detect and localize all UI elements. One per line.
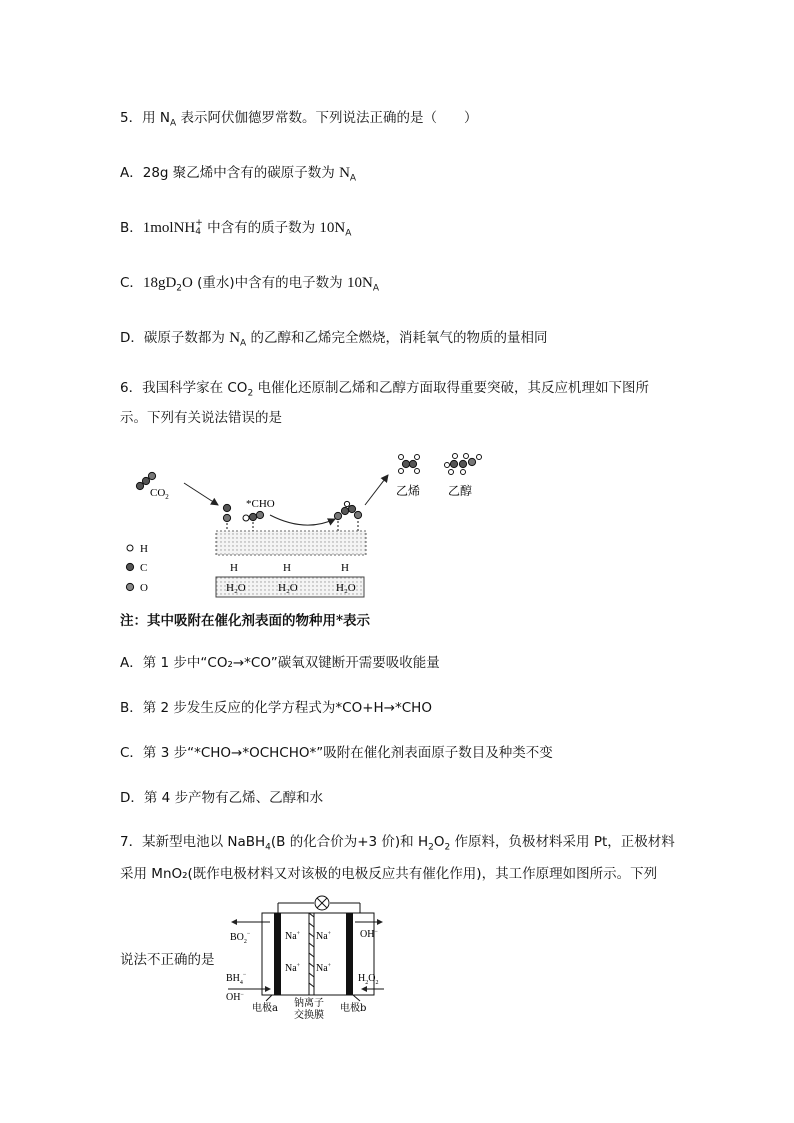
co-adsorbed-icon [223,504,230,531]
ethanol-molecule-icon [445,454,482,475]
svg-text:OH−: OH− [360,929,378,940]
q6-mechanism-diagram [120,445,500,605]
svg-text:交换膜: 交换膜 [294,1010,324,1021]
q6-option-a: A．第 1 步中“CO₂→*CO”碳氧双键断开需要吸收能量 [120,655,440,671]
q6-option-c: C．第 3 步“*CHO→*OCHCHO*”吸附在催化剂表面原子数目及种类不变 [120,745,553,761]
svg-text:BO2−: $BO_2^-$ [230,931,251,945]
svg-text:Na+: Na+ [285,963,301,974]
q6-stem-line1: 6．我国科学家在 $CO_2$ 电催化还原制乙烯和乙醇方面取得重要突破，其反应机理如下图所 [120,380,649,399]
q6-option-d: D．第 4 步产物有乙烯、乙醇和水 [120,790,324,806]
svg-text:电极b: 电极b [340,1003,367,1014]
svg-text:O: O [140,582,148,594]
ethylene-molecule-icon [399,455,420,474]
svg-text:钠离子: 钠离子 [294,998,324,1009]
electrode-a [274,913,281,995]
cho-label: *CHO [246,498,275,510]
svg-text:H₂O: H₂O [226,582,246,594]
legend [126,543,148,594]
q7-stem-line1: 7．某新型电池以 NaBH$_4$(B 的化合价为+3 价)和 $H_2O_2$ 作原料，负极材料采用 Pt，正极材料 [120,834,675,853]
svg-text:H₂O: H₂O [336,582,356,594]
q5-option-b: B．1molNH + 4 中含有的质子数为 $10N_A$ [120,218,352,239]
svg-text:C: C [140,562,148,574]
ochcho-adsorbed-icon [334,501,361,531]
q5-option-a: A．28g 聚乙烯中含有的碳原子数为 $N_A$ [120,165,357,184]
svg-text:H₂O: H₂O [278,582,298,594]
svg-text:H: H [230,562,238,574]
q5-option-c: C．$18gD_2O$ (重水)中含有的电子数为 $10N_A$ [120,275,379,294]
ethylene-label: 乙烯 [396,484,421,498]
q7-stem-line3: 说法不正确的是 [120,952,215,968]
arrow-step3 [270,515,335,525]
q5-stem: 5．用 $N_A$ 表示阿伏伽德罗常数。下列说法正确的是（ ） [120,110,478,129]
q7-cell-diagram [222,893,392,1023]
svg-text:H: H [341,562,349,574]
ion-exchange-membrane [309,913,314,995]
q7-stem-line2: 采用 MnO₂(既作电极材料又对该极的电极反应共有催化作用)，其工作原理如图所示。下列 [120,866,658,882]
svg-text:Na+: Na+ [316,931,332,942]
cho-adsorbed-icon [243,511,264,531]
co2-label: $CO_2$ [150,487,169,501]
svg-text:H: H [140,543,148,555]
q6-note: 注：其中吸附在催化剂表面的物种用*表示 [120,613,371,629]
svg-text:电极a: 电极a [252,1003,278,1014]
q5-option-d: D．碳原子数都为 $N_A$ 的乙醇和乙烯完全燃烧，消耗氧气的物质的量相同 [120,330,548,349]
catalyst-surface [216,531,366,555]
ethanol-label: 乙醇 [448,484,473,498]
svg-text:Na+: Na+ [285,931,301,942]
svg-text:BH4−: $BH_4^-$ [226,972,247,986]
q6-stem-line2: 示。下列有关说法错误的是 [120,410,282,426]
q6-option-b: B．第 2 步发生反应的化学方程式为*CO+H→*CHO [120,700,432,716]
svg-text:OH−: OH− [226,992,244,1003]
arrow-step1 [184,483,218,505]
electrode-b [346,913,353,995]
svg-text:Na+: Na+ [316,963,332,974]
arrow-step4 [365,475,388,505]
svg-text:H: H [283,562,291,574]
svg-text:H2O2: $H_2O_2$ [358,973,379,986]
